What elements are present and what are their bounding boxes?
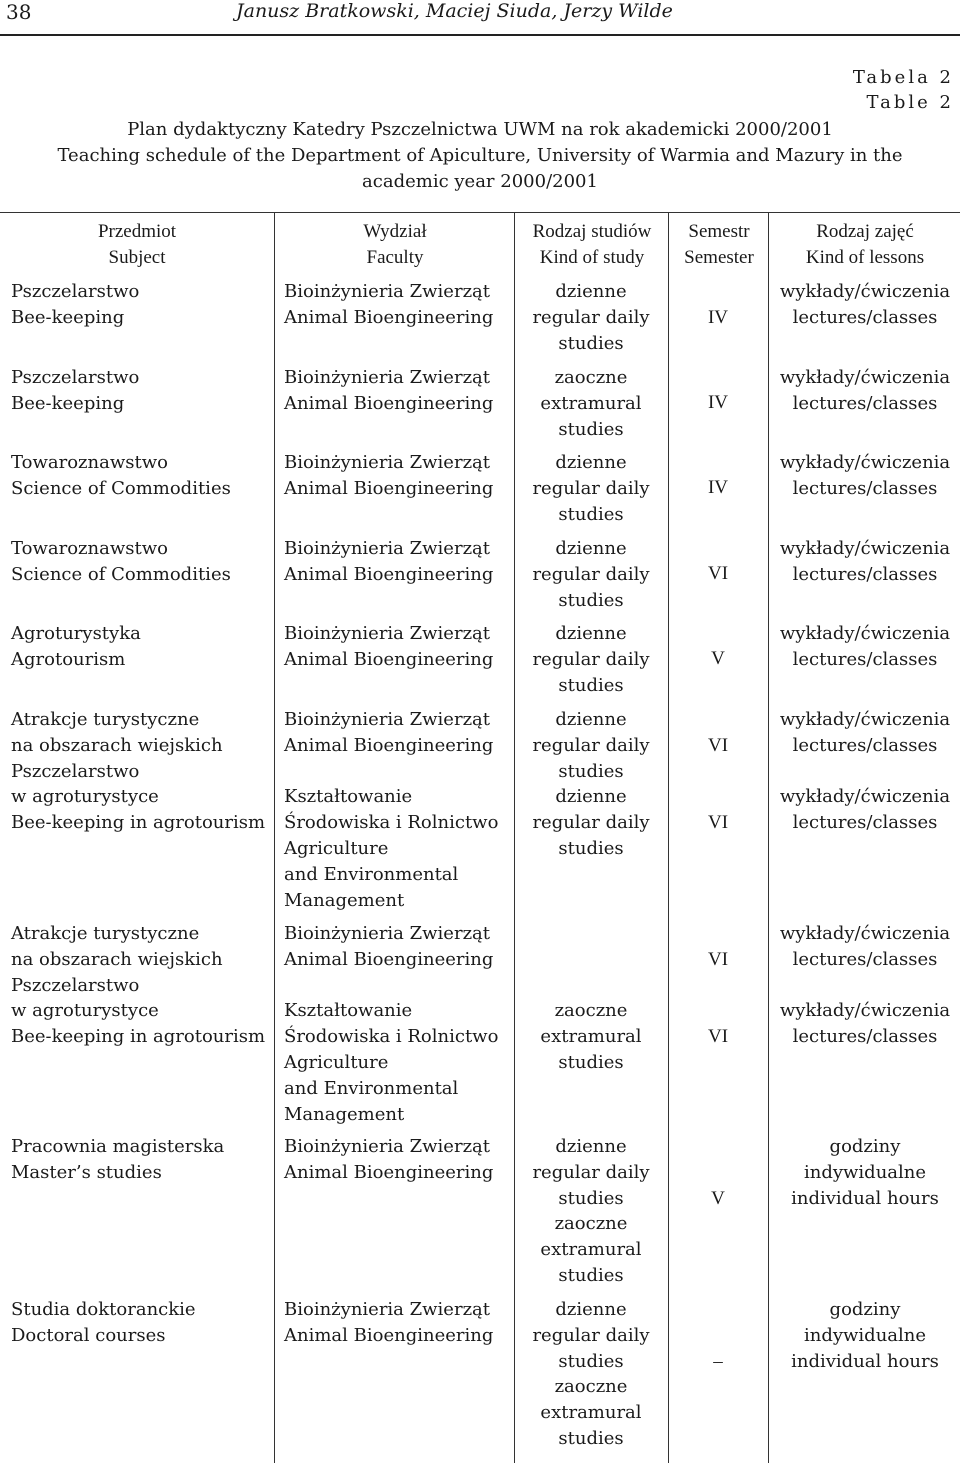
column-header-kind-of-lessons: Rodzaj zajęć Kind of lessons	[805, 221, 925, 268]
subject-cell	[11, 1297, 196, 1349]
cell-line: extramural	[540, 1239, 642, 1261]
cell-line	[672, 784, 764, 810]
cell-line: lectures/classes	[792, 1026, 938, 1048]
cell-line: na obszarach wiejskich	[11, 734, 223, 756]
subject-cell	[11, 707, 265, 836]
header-rule	[0, 34, 960, 36]
cell-line: Science of Commodities	[11, 563, 231, 585]
cell-line: wykłady/ćwiczenia	[779, 623, 951, 644]
faculty-cell	[284, 536, 493, 588]
kind-of-lessons-cell	[770, 450, 960, 502]
column-header-semester: Semestr Semester	[684, 221, 754, 268]
cell-line: studies	[558, 1427, 624, 1449]
cell-line: studies	[558, 332, 624, 354]
subject-cell	[11, 621, 141, 673]
cell-line	[770, 973, 960, 999]
faculty-cell	[284, 279, 493, 331]
column-divider	[274, 212, 275, 1463]
cell-line: IV	[707, 477, 729, 498]
cell-line: Studia doktoranckie	[11, 1299, 196, 1320]
cell-line: Pszczelarstwo	[11, 367, 140, 388]
cell-line: studies	[558, 1187, 624, 1209]
cell-line: studies	[558, 1264, 624, 1286]
cell-line: Animal Bioengineering	[284, 648, 494, 670]
cell-line: and Environmental	[284, 863, 459, 885]
cell-line	[672, 1297, 764, 1323]
table-label-english: Table 2	[866, 92, 954, 113]
kind-of-study-cell	[516, 365, 666, 442]
table-caption	[0, 117, 960, 195]
cell-line: regular daily	[532, 648, 650, 670]
column-header-kind-of-study: Rodzaj studiów Kind of study	[532, 221, 652, 268]
faculty-cell	[284, 621, 493, 673]
table-top-rule	[0, 212, 960, 213]
semester-cell	[672, 646, 764, 672]
cell-line: dzienne	[555, 786, 627, 808]
cell-line: Towaroznawstwo	[11, 538, 168, 559]
faculty-cell	[284, 707, 498, 913]
cell-line: Pszczelarstwo	[11, 281, 140, 302]
cell-line: Bioinżynieria Zwierząt	[284, 923, 491, 944]
subject-cell	[11, 279, 139, 331]
cell-line: dzienne	[555, 281, 627, 302]
kind-of-study-cell	[516, 707, 666, 862]
cell-line	[516, 947, 666, 973]
cell-line: VI	[707, 734, 729, 756]
kind-of-lessons-cell	[770, 536, 960, 588]
subject-cell	[11, 1134, 224, 1186]
faculty-cell	[284, 365, 493, 417]
cell-line: lectures/classes	[792, 948, 938, 970]
kind-of-study-cell	[516, 621, 666, 698]
cell-line: Bee-keeping	[11, 392, 125, 414]
cell-line: Środowiska i Rolnictwo	[284, 1026, 499, 1048]
cell-line: Animal Bioengineering	[284, 1324, 494, 1346]
cell-line	[672, 1323, 764, 1349]
kind-of-lessons-cell	[770, 279, 960, 331]
cell-line: regular daily	[532, 1161, 650, 1183]
cell-line: Atrakcje turystyczne	[11, 709, 200, 730]
page-header	[0, 0, 960, 30]
cell-line: wykłady/ćwiczenia	[779, 1000, 951, 1022]
kind-of-lessons-cell	[770, 1297, 960, 1374]
cell-line: Bioinżynieria Zwierząt	[284, 709, 491, 730]
cell-line: zaoczne	[554, 1000, 628, 1022]
cell-line: lectures/classes	[792, 648, 938, 670]
semester-cell	[672, 921, 764, 1050]
cell-line	[672, 921, 764, 947]
cell-line: Bioinżynieria Zwierząt	[284, 367, 491, 388]
column-header-faculty: Wydział Faculty	[363, 221, 427, 268]
cell-line: Bioinżynieria Zwierząt	[284, 281, 491, 302]
cell-line: Środowiska i Rolnictwo	[284, 812, 499, 834]
cell-line	[284, 759, 498, 785]
cell-line: wykłady/ćwiczenia	[779, 538, 951, 559]
cell-line: Kształtowanie	[284, 1000, 413, 1022]
cell-line: and Environmental	[284, 1077, 459, 1099]
column-header-subject: Przedmiot Subject	[97, 221, 177, 268]
cell-line: Pszczelarstwo	[11, 974, 140, 996]
cell-line: individual hours	[791, 1187, 939, 1209]
caption-line-english-cont: academic year 2000/2001	[362, 171, 598, 192]
cell-line: lectures/classes	[792, 306, 938, 328]
cell-line: dzienne	[555, 452, 627, 473]
kind-of-lessons-cell	[770, 1134, 960, 1211]
cell-line: studies	[558, 503, 624, 525]
cell-line: Agrotourism	[11, 648, 126, 670]
column-divider	[514, 212, 515, 1463]
cell-line: Bioinżynieria Zwierząt	[284, 538, 491, 559]
running-head-authors: Janusz Bratkowski, Maciej Siuda, Jerzy Wilde	[236, 0, 673, 22]
cell-line: Bioinżynieria Zwierząt	[284, 623, 491, 644]
page-number: 38	[6, 0, 32, 24]
cell-line	[672, 707, 764, 733]
cell-line: lectures/classes	[792, 563, 938, 585]
cell-line: –	[713, 1350, 723, 1372]
cell-line: na obszarach wiejskich	[11, 948, 223, 970]
cell-line: studies	[558, 760, 624, 782]
kind-of-study-cell	[516, 921, 666, 1076]
cell-line: lectures/classes	[792, 812, 938, 834]
cell-line: indywidualne	[803, 1324, 927, 1346]
cell-line: regular daily	[532, 734, 650, 756]
cell-line: regular daily	[532, 563, 650, 585]
cell-line	[672, 1134, 764, 1160]
faculty-cell	[284, 450, 493, 502]
cell-line: dzienne	[555, 623, 627, 644]
cell-line: Animal Bioengineering	[284, 1161, 494, 1183]
cell-line: Atrakcje turystyczne	[11, 923, 200, 944]
cell-line	[672, 998, 764, 1024]
cell-line: V	[711, 648, 725, 669]
cell-line: wykłady/ćwiczenia	[779, 367, 951, 388]
cell-line: dzienne	[555, 1136, 627, 1157]
subject-cell	[11, 921, 265, 1050]
cell-line: individual hours	[791, 1350, 939, 1372]
cell-line: IV	[707, 392, 729, 413]
cell-line: Animal Bioengineering	[284, 948, 494, 970]
column-divider	[668, 212, 669, 1463]
semester-cell	[672, 561, 764, 587]
cell-line: w agroturystyce	[11, 786, 159, 808]
cell-line: wykłady/ćwiczenia	[779, 281, 951, 302]
cell-line: godziny	[829, 1136, 901, 1157]
kind-of-lessons-cell	[770, 707, 960, 836]
cell-line: Bee-keeping in agrotourism	[11, 1026, 266, 1048]
cell-line: zaoczne	[554, 1376, 628, 1398]
cell-line	[284, 973, 498, 999]
cell-line: regular daily	[532, 1324, 650, 1346]
cell-line: Bioinżynieria Zwierząt	[284, 1136, 491, 1157]
cell-line: Agriculture	[284, 1051, 389, 1073]
cell-line	[672, 1160, 764, 1186]
cell-line: VI	[707, 1026, 729, 1048]
cell-line: godziny	[829, 1299, 901, 1320]
cell-line: lectures/classes	[792, 477, 938, 499]
subject-cell	[11, 536, 231, 588]
cell-line: VI	[707, 948, 729, 970]
cell-line: extramural	[540, 1402, 642, 1424]
cell-line: Towaroznawstwo	[11, 452, 168, 473]
kind-of-lessons-cell	[770, 621, 960, 673]
cell-line: studies	[558, 1350, 624, 1372]
cell-line: indywidualne	[803, 1161, 927, 1183]
cell-line: Agriculture	[284, 837, 389, 859]
table-label-polish: Tabela 2	[852, 67, 954, 88]
cell-line: w agroturystyce	[11, 1000, 159, 1022]
cell-line: lectures/classes	[792, 392, 938, 414]
cell-line: extramural	[540, 1026, 642, 1048]
faculty-cell	[284, 1134, 493, 1186]
cell-line: Master’s studies	[11, 1161, 162, 1183]
column-divider	[768, 212, 769, 1463]
cell-line: IV	[707, 307, 729, 328]
cell-line: extramural	[540, 392, 642, 414]
cell-line: Bioinżynieria Zwierząt	[284, 452, 491, 473]
kind-of-study-cell	[516, 1297, 666, 1452]
caption-line-polish: Plan dydaktyczny Katedry Pszczelnictwa UWM na rok akademicki 2000/2001	[127, 119, 833, 140]
cell-line: Pracownia magisterska	[11, 1136, 225, 1157]
cell-line: regular daily	[532, 812, 650, 834]
semester-cell	[672, 390, 764, 416]
cell-line: Management	[284, 889, 405, 911]
cell-line: Agroturystyka	[11, 623, 141, 644]
cell-line: dzienne	[555, 538, 627, 559]
cell-line: Kształtowanie	[284, 786, 413, 808]
cell-line: regular daily	[532, 306, 650, 328]
semester-cell	[672, 707, 764, 836]
faculty-cell	[284, 1297, 493, 1349]
cell-line	[516, 973, 666, 999]
cell-line: VI	[707, 812, 729, 834]
cell-line: studies	[558, 674, 624, 696]
cell-line: Pszczelarstwo	[11, 760, 140, 782]
cell-line: Doctoral courses	[11, 1324, 166, 1346]
cell-line: studies	[558, 418, 624, 440]
cell-line: regular daily	[532, 477, 650, 499]
kind-of-lessons-cell	[770, 365, 960, 417]
cell-line: Bee-keeping	[11, 306, 125, 328]
caption-line-english: Teaching schedule of the Department of Apiculture, University of Warmia and Mazury in the	[57, 145, 903, 166]
cell-line	[672, 973, 764, 999]
kind-of-study-cell	[516, 1134, 666, 1289]
cell-line: V	[711, 1187, 725, 1209]
cell-line: Animal Bioengineering	[284, 477, 494, 499]
cell-line	[516, 921, 666, 947]
cell-line: Animal Bioengineering	[284, 392, 494, 414]
kind-of-study-cell	[516, 536, 666, 613]
subject-cell	[11, 365, 139, 417]
cell-line: wykłady/ćwiczenia	[779, 786, 951, 808]
cell-line: wykłady/ćwiczenia	[779, 923, 951, 944]
kind-of-study-cell	[516, 450, 666, 527]
cell-line: wykłady/ćwiczenia	[779, 709, 951, 730]
cell-line: Science of Commodities	[11, 477, 231, 499]
cell-line: zaoczne	[554, 1213, 628, 1235]
cell-line: studies	[558, 837, 624, 859]
cell-line: Animal Bioengineering	[284, 306, 494, 328]
cell-line: wykłady/ćwiczenia	[779, 452, 951, 473]
cell-line: dzienne	[555, 709, 627, 730]
cell-line: Bee-keeping in agrotourism	[11, 812, 266, 834]
cell-line: studies	[558, 1051, 624, 1073]
semester-cell	[672, 305, 764, 331]
cell-line	[672, 759, 764, 785]
cell-line: dzienne	[555, 1299, 627, 1320]
cell-line: lectures/classes	[792, 734, 938, 756]
faculty-cell	[284, 921, 498, 1127]
cell-line: studies	[558, 589, 624, 611]
cell-line: zaoczne	[554, 367, 628, 388]
semester-cell	[672, 475, 764, 501]
cell-line: Animal Bioengineering	[284, 734, 494, 756]
semester-cell	[672, 1134, 764, 1211]
cell-line: VI	[707, 563, 729, 584]
cell-line: Animal Bioengineering	[284, 563, 494, 585]
semester-cell	[672, 1297, 764, 1374]
cell-line: Bioinżynieria Zwierząt	[284, 1299, 491, 1320]
cell-line: Management	[284, 1103, 405, 1125]
kind-of-study-cell	[516, 279, 666, 356]
cell-line	[770, 759, 960, 785]
subject-cell	[11, 450, 231, 502]
kind-of-lessons-cell	[770, 921, 960, 1050]
